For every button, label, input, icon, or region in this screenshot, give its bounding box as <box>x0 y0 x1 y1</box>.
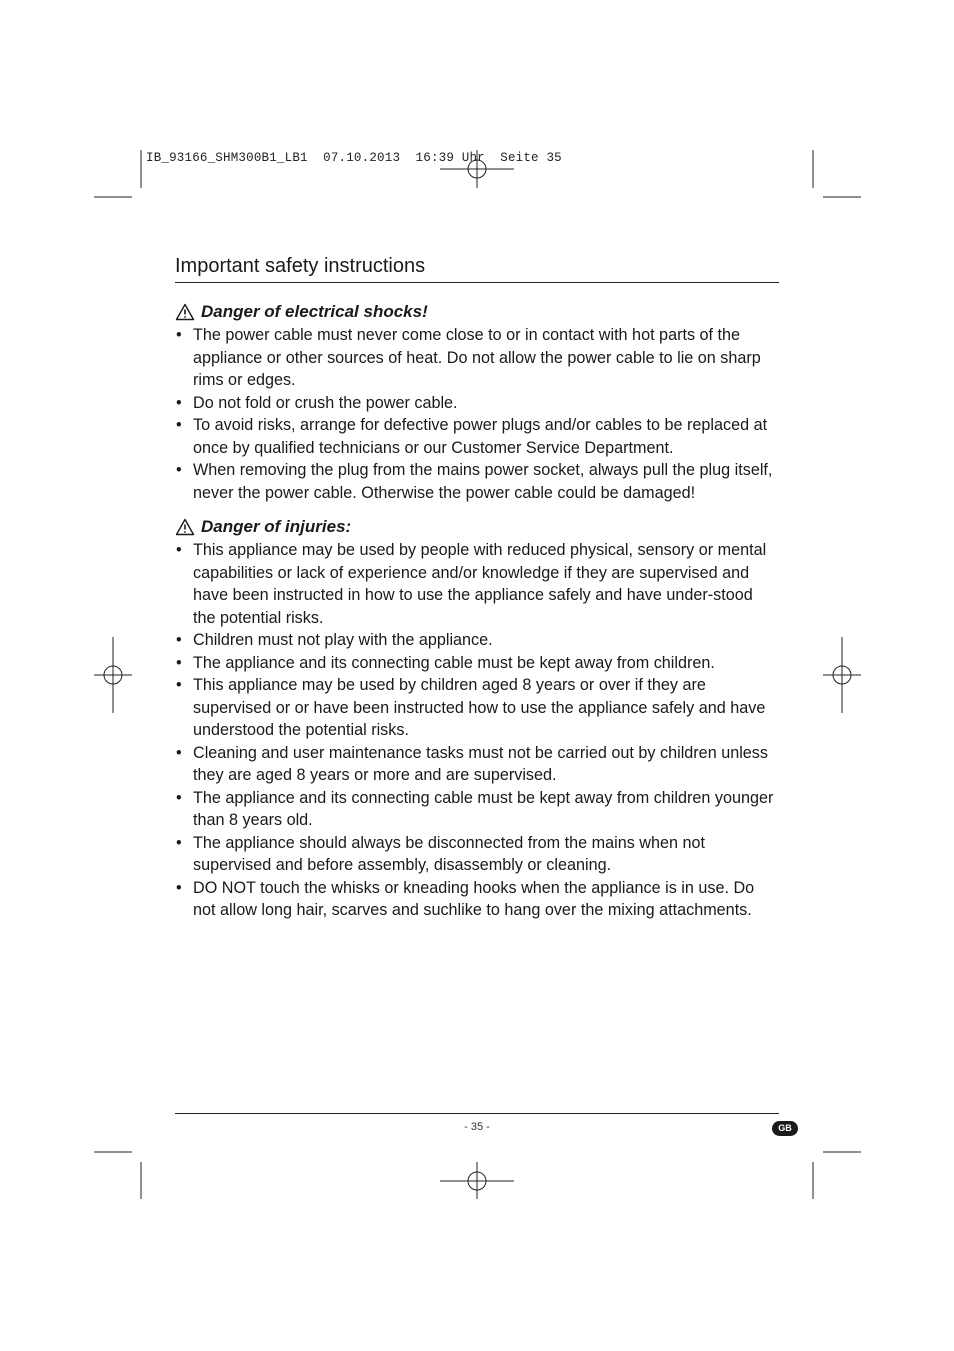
list-item: • When removing the plug from the mains power socket, always pull the plug itself, never the power cable. Otherwise the power cable could be damaged! <box>176 461 773 502</box>
section-injuries <box>175 515 779 922</box>
list-item: • The appliance and its connecting cable must be kept away from children. <box>176 653 715 672</box>
section-electrical-shocks <box>175 300 779 504</box>
print-slug: IB_93166_SHM300B1_LB1 07.10.2013 16:39 Uhr Seite 35 <box>146 151 562 165</box>
safety-content <box>175 300 779 922</box>
footer-divider <box>175 1113 779 1114</box>
list-item: • The power cable must never come close to or in contact with hot parts of the appliance or other sources of heat. Do not allow the power cable to lie on sharp rims or edges. <box>176 326 761 389</box>
page-heading: Important safety instructions <box>175 255 426 277</box>
page-number: - 35 - <box>464 1121 490 1133</box>
list-item: • To avoid risks, arrange for defective power plugs and/or cables to be replaced at once by qualified technicians or our Customer Service Department. <box>176 416 768 457</box>
section-title: Danger of injuries: <box>201 517 352 536</box>
list-item: • The appliance and its connecting cable must be kept away from children younger than 8 years old. <box>176 788 774 829</box>
warning-triangle-icon <box>175 303 195 321</box>
list-item: • This appliance may be used by children aged 8 years or over if they are supervised or or have been instructed how to use the appliance safely and have understood the potential risks. <box>176 676 766 739</box>
list-item: • The appliance should always be disconnected from the mains when not supervised and before assembly, disassembly or cleaning. <box>176 833 706 874</box>
bullet-list <box>175 324 779 504</box>
country-code-badge: GB <box>772 1121 798 1136</box>
warning-triangle-icon <box>175 518 195 536</box>
list-item: • DO NOT touch the whisks or kneading hooks when the appliance is in use. Do not allow long hair, scarves and suchlike to hang over the mixing attachments. <box>176 878 755 919</box>
list-item: • Children must not play with the appliance. <box>176 631 493 649</box>
list-item: • Cleaning and user maintenance tasks must not be carried out by children unless they are aged 8 years or more and are supervised. <box>176 743 768 784</box>
section-title: Danger of electrical shocks! <box>201 302 428 321</box>
list-item: • Do not fold or crush the power cable. <box>176 393 458 412</box>
bullet-list <box>175 539 779 922</box>
heading-divider <box>175 282 779 283</box>
list-item: • This appliance may be used by people with reduced physical, sensory or mental capabilities or lack of experience and/or knowledge if they are supervised and have been instructed in how to use the appliance safely and have under-stood the potential risks. <box>176 541 767 627</box>
